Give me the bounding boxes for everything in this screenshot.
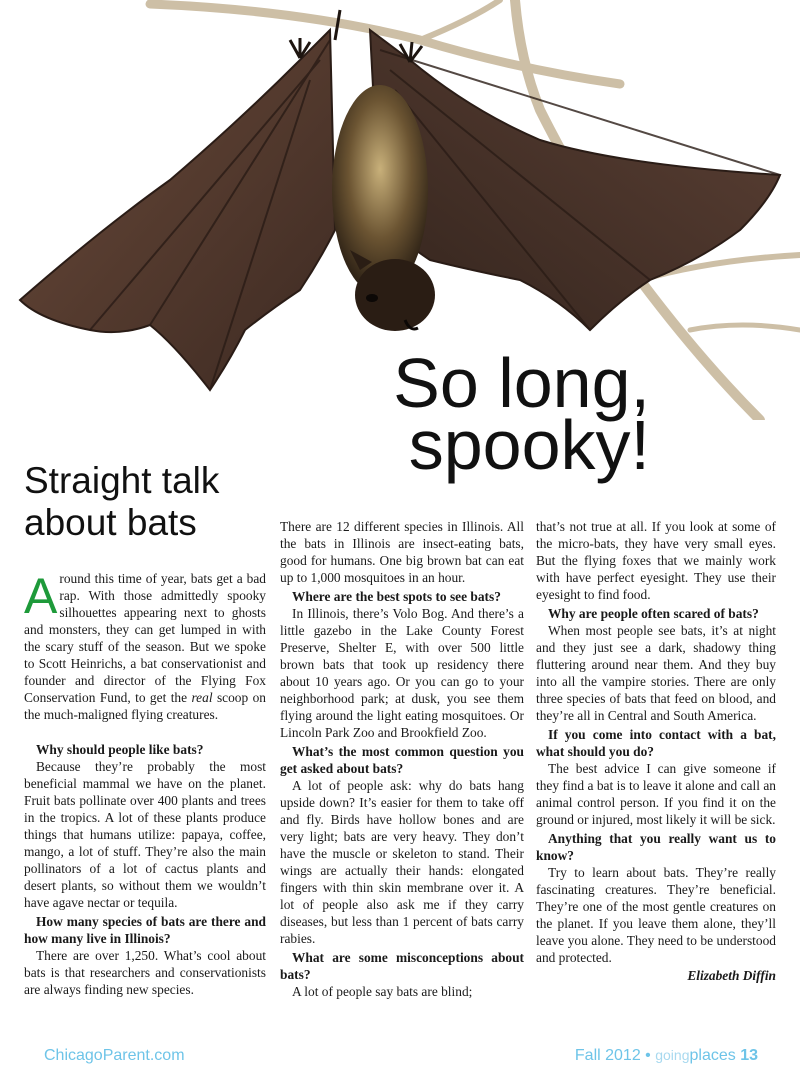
answer: A lot of people say bats are blind; <box>292 984 473 999</box>
subheadline <box>24 460 264 544</box>
subhead-line-1: Straight talk <box>24 460 220 501</box>
footer-website: ChicagoParent.com <box>44 1047 185 1064</box>
answer: A lot of people ask: why do bats hang upside down? It’s easier for them to take off and fly. Birds have hollow bones and are very light; bats are very heavy. They don’t have the muscle or skeleton to stand. Their wings are actually their hands: elongated fingers with thin skin membrane over it. A lot of people also ask me if they carry diseases, but less than 1 percent of bats carry rabies. <box>280 778 524 946</box>
question: What’s the most common question you get asked about bats? <box>280 744 524 776</box>
answer: Try to learn about bats. They’re really fascinating creatures. They’re beneficial. They’re one of the most gentle creatures on the planet. If you leave them alone, they’ll leave you alone. They need to be understood and protected. <box>536 865 776 965</box>
bat-head <box>355 259 435 331</box>
answer: Because they’re probably the most beneficial mammal we have on the planet. Fruit bats pollinate over 400 plants and trees in the tropics. A lot of these plants produce things that humans utilize: papaya, coffee, mango, a lot of stuff. They’re also the main pollinators of a lot of cactus plants and desert plants, so without them we wouldn’t have agave nectar or tequila. <box>24 759 266 910</box>
question: Why are people often scared of bats? <box>548 606 759 621</box>
column-3 <box>536 518 776 984</box>
headline-line-1: So long, <box>393 344 650 422</box>
question: What are some misconceptions about bats? <box>280 950 524 982</box>
answer: The best advice I can give someone if they find a bat is to leave it alone and call an animal control person. If you find it on the ground or injured, most likely it will be sick. <box>536 761 776 827</box>
footer-issue: Fall 2012 • <box>574 1047 651 1064</box>
footer-brand-going: going <box>655 1047 690 1063</box>
headline <box>393 344 650 484</box>
question: Where are the best spots to see bats? <box>292 589 501 604</box>
question: Why should people like bats? <box>36 742 204 757</box>
question: Anything that you really want us to know? <box>536 831 776 863</box>
intro-paragraph: Around this time of year, bats get a bad rap. With those admittedly spooky silhouettes appearing next to ghosts and monsters, they can get lumped in with the scary stuff of the season. But we spoke to Scott Heinrichs, a bat conservationist and founder and director of the Flying Fox Conservation Fund, to get the real scoop on the much-maligned flying creatures. <box>24 568 266 722</box>
subhead-line-2: about bats <box>24 502 197 543</box>
byline: Elizabeth Diffin <box>687 968 776 983</box>
footer-brand-places: places <box>689 1047 736 1064</box>
page-number: 13 <box>740 1047 758 1064</box>
left-wing <box>20 30 335 390</box>
question: If you come into contact with a bat, what should you do? <box>536 727 776 759</box>
column-2 <box>280 518 524 1000</box>
answer: In Illinois, there’s Volo Bog. And there’s a little gazebo in the Lake County Forest Preserve, Shelter E, with over 500 little brown bats that took up residency there about 10 years ago. Or you can go to your neighborhood park; at dusk, you see them flying around the light eating mosquitoes. Or Lincoln Park Zoo and Brookfield Zoo. <box>280 606 524 740</box>
footer-folio <box>575 1047 758 1065</box>
question: How many species of bats are there and how many live in Illinois? <box>24 914 266 946</box>
headline-line-2: spooky! <box>408 406 650 484</box>
drop-cap: A <box>24 568 58 624</box>
answer: There are 12 different species in Illinois. All the bats in Illinois are insect-eating bats, good for humans. One big brown bat can eat up to 1,000 mosquitoes in an hour. <box>280 519 524 585</box>
answer: When most people see bats, it’s at night and they just see a dark, shadowy thing fluttering around near them. And they buy into all the vampire stories. There are only three species of bats that feed on blood, and they’re all in Central and South America. <box>536 623 776 723</box>
answer: There are over 1,250. What’s cool about bats is that researchers and conservationists are always finding new species. <box>24 948 266 997</box>
column-1 <box>24 570 266 998</box>
answer: that’s not true at all. If you look at some of the micro-bats, they have very small eyes. But the flying foxes that we mainly work with have perfect eyesight. They use their eyesight to find food. <box>536 519 776 602</box>
